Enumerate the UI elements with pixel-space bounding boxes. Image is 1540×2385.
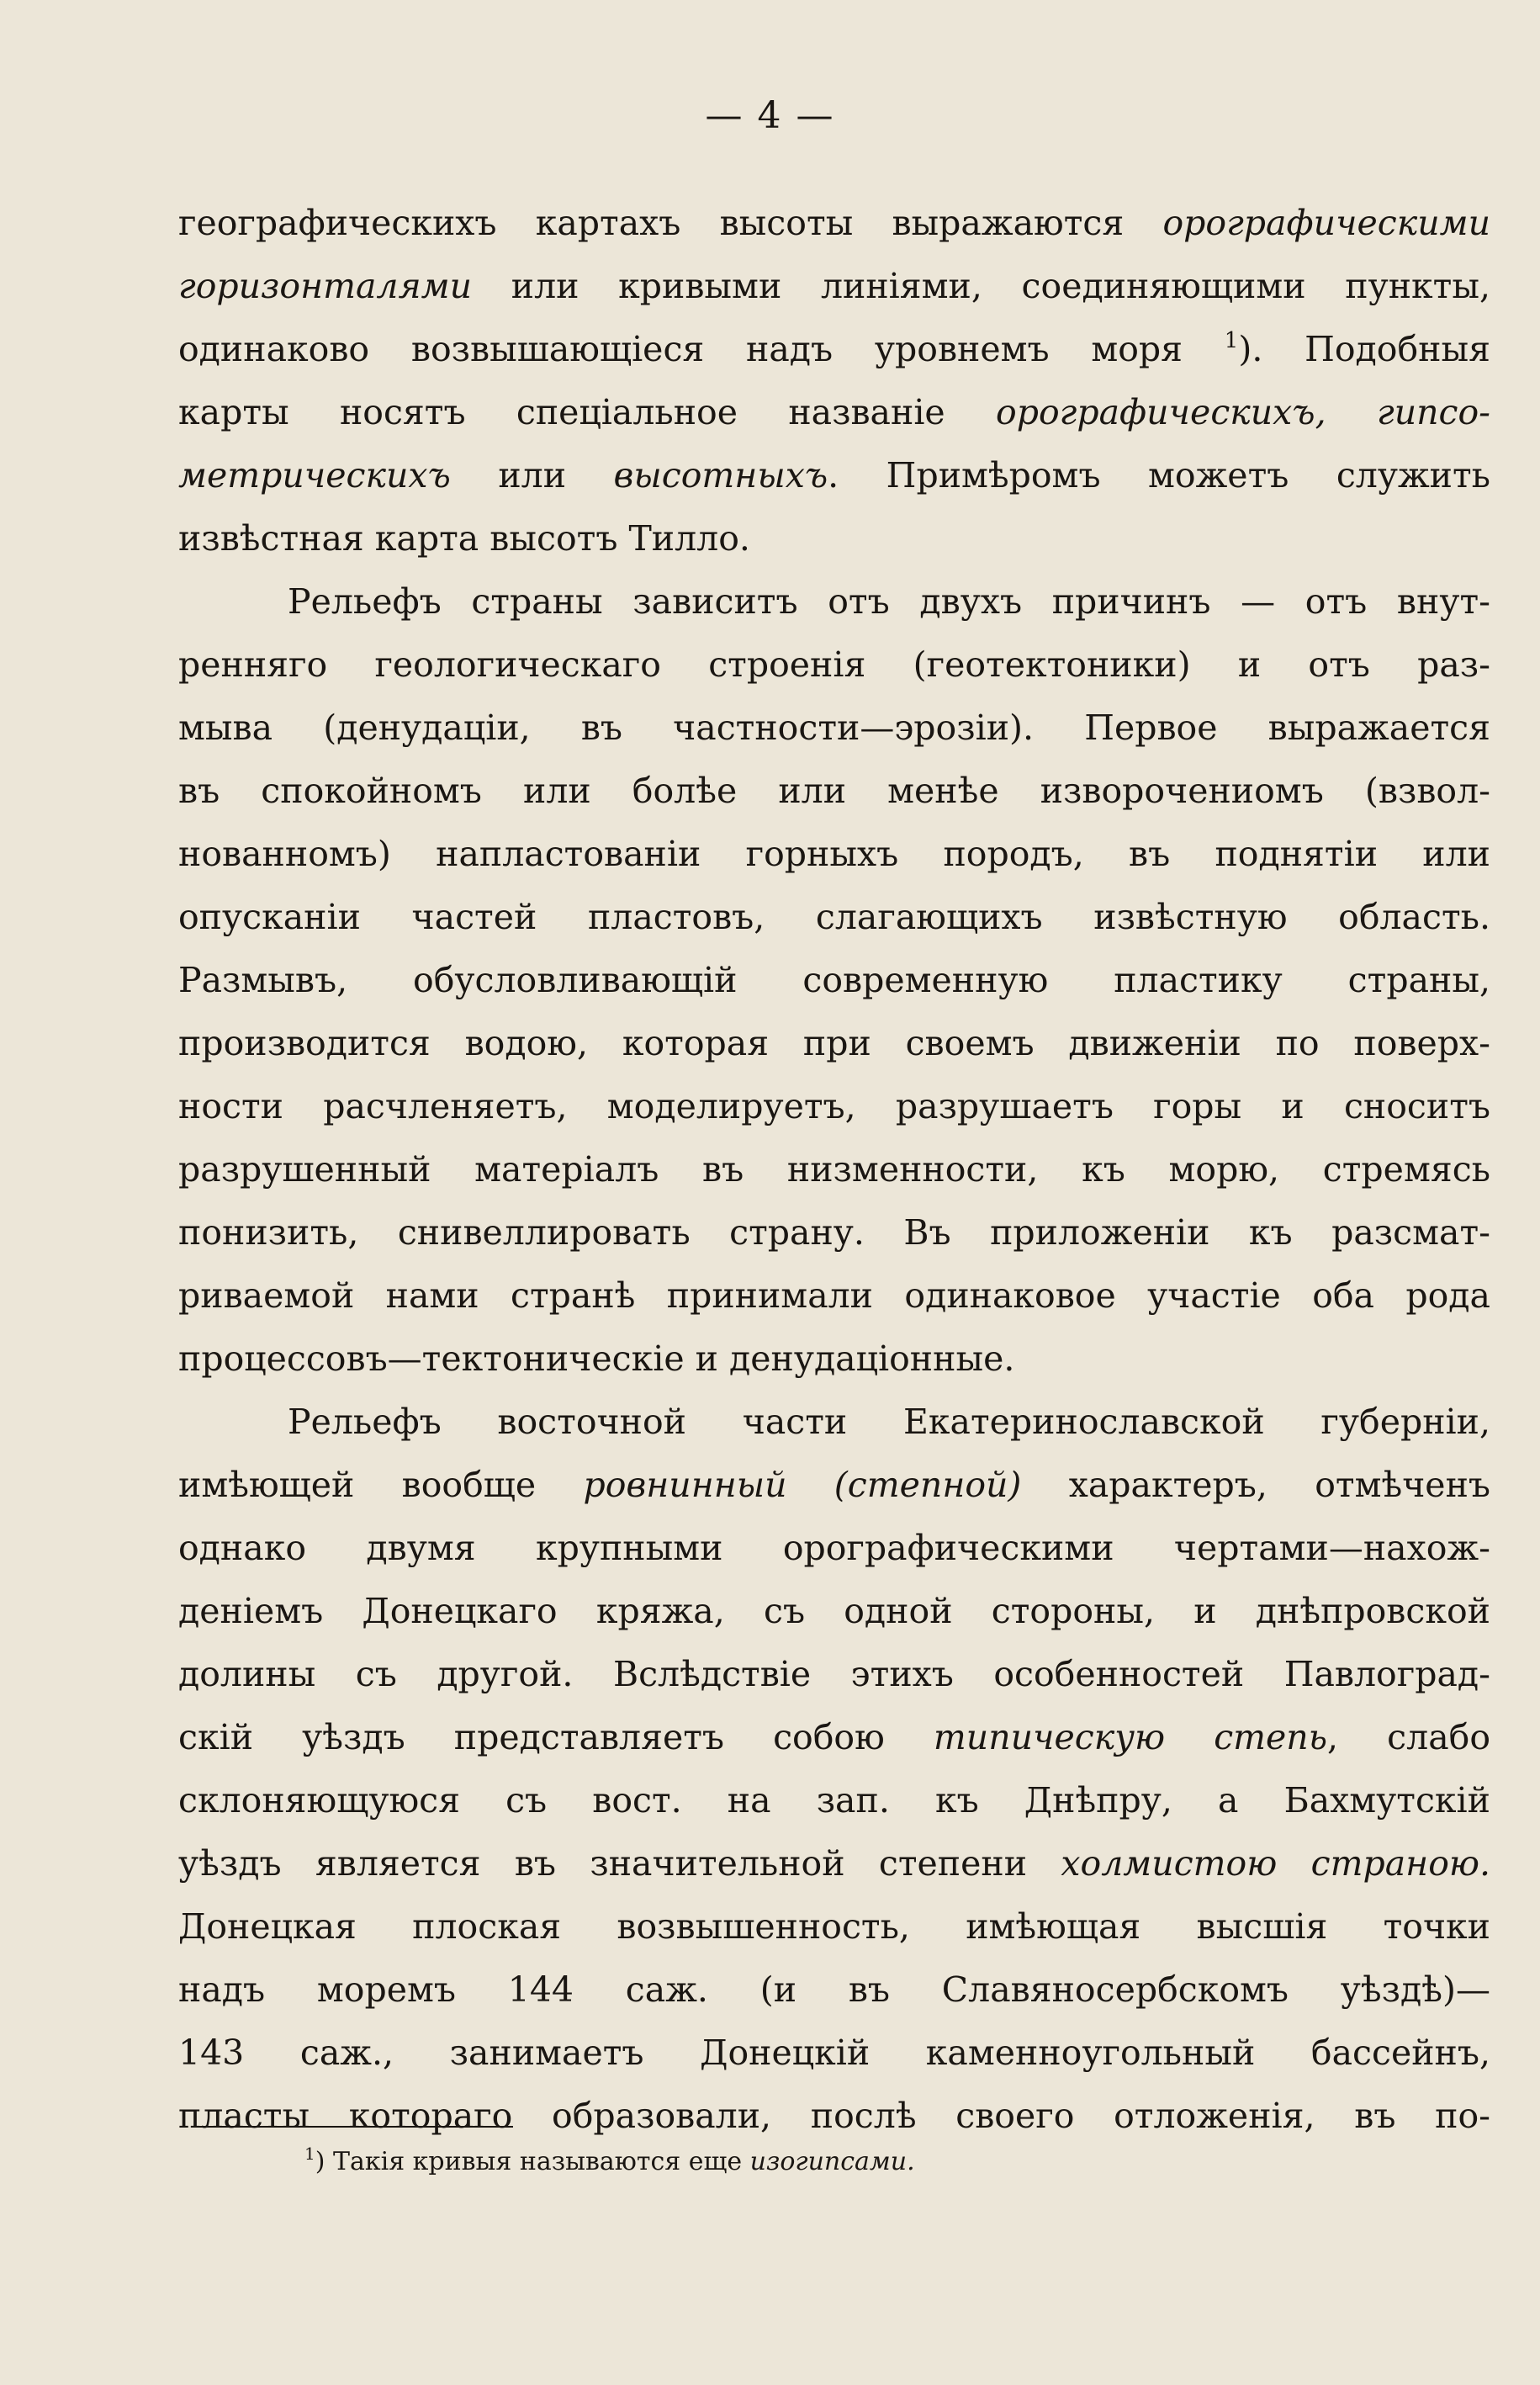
text-line: разрушенный матеріалъ въ низменности, къ морю, стремясь xyxy=(178,1149,1490,1190)
text-line: риваемой нами странѣ принимали одинаковое участіе оба рода xyxy=(178,1275,1490,1316)
paragraph-start-line: Рельефъ страны зависитъ отъ двухъ причинъ — отъ внут- xyxy=(288,581,1490,622)
text-line: мыва (денудаціи, въ частности—эрозіи). Первое выражается xyxy=(178,708,1490,748)
text-line: Донецкая плоская возвышенность, имѣющая высшія точки xyxy=(178,1906,1490,1947)
text-line: горизонталями или кривыми линіями, соединяющими пункты, xyxy=(178,266,1490,306)
page-number: — 4 — xyxy=(705,94,835,137)
text-line: деніемъ Донецкаго кряжа, съ одной стороны, и днѣпровской xyxy=(178,1591,1490,1631)
text-line: понизить, снивеллировать страну. Въ приложеніи къ разсмат- xyxy=(178,1212,1490,1253)
text-line: ренняго геологическаго строенія (геотектоники) и отъ раз- xyxy=(178,644,1490,685)
text-line: опусканіи частей пластовъ, слагающихъ извѣстную область. xyxy=(178,897,1490,937)
body-text xyxy=(178,192,1490,2148)
text-line: Размывъ, обусловливающій современную пластику страны, xyxy=(178,960,1490,1000)
text-line: уѣздъ является въ значительной степени холмистою страною. xyxy=(178,1843,1491,1884)
text-line: карты носятъ спеціальное названіе орографическихъ, гипсо- xyxy=(178,392,1491,432)
text-line: въ спокойномъ или болѣе или менѣе изворочениомъ (взвол- xyxy=(178,771,1490,811)
footnote-marker: 1 xyxy=(1224,328,1239,353)
text-line: долины съ другой. Вслѣдствіе этихъ особенностей Павлоград- xyxy=(178,1654,1490,1694)
text-line: имѣющей вообще ровнинный (степной) характеръ, отмѣченъ xyxy=(178,1465,1490,1505)
footnote: $^1$) Такія кривыя называются еще изогипсами. xyxy=(304,2144,915,2176)
footnote-divider xyxy=(193,2126,513,2128)
text-line: нованномъ) напластованіи горныхъ породъ, въ поднятіи или xyxy=(178,834,1490,874)
text-line: пласты котораго образовали, послѣ своего отложенія, въ по- xyxy=(178,2096,1490,2136)
text-line: метрическихъ или высотныхъ. Примѣромъ можетъ служить xyxy=(178,455,1491,496)
paragraph-start-line: Рельефъ восточной части Екатеринославской губерніи, xyxy=(288,1402,1490,1442)
text-line: географическихъ картахъ высоты выражаются орографическими xyxy=(178,203,1490,243)
text-line: скій уѣздъ представляетъ собою типическую степь, слабо xyxy=(178,1717,1491,1757)
text-line: одинаково возвышающіеся надъ уровнемъ моря $^1$). Подобныя xyxy=(178,328,1490,369)
text-line: склоняющуюся съ вост. на зап. къ Днѣпру, а Бахмутскій xyxy=(178,1780,1490,1821)
text-line: однако двумя крупными орографическими чертами—нахож- xyxy=(178,1528,1490,1568)
text-line: ности расчленяетъ, моделируетъ, разрушаетъ горы и сноситъ xyxy=(178,1086,1490,1126)
text-line: процессовъ—тектоническіе и денудаціонные. xyxy=(178,1338,1015,1379)
text-line: извѣстная карта высотъ Тилло. xyxy=(178,518,750,559)
text-line: надъ моремъ 144 саж. (и въ Славяносербскомъ уѣздѣ)— xyxy=(178,1969,1490,2010)
text-line: 143 саж., занимаетъ Донецкій каменноугольный бассейнъ, xyxy=(178,2033,1490,2073)
footnote-marker: 1 xyxy=(304,2144,315,2164)
text-line: производится водою, которая при своемъ движеніи по поверх- xyxy=(178,1023,1490,1063)
